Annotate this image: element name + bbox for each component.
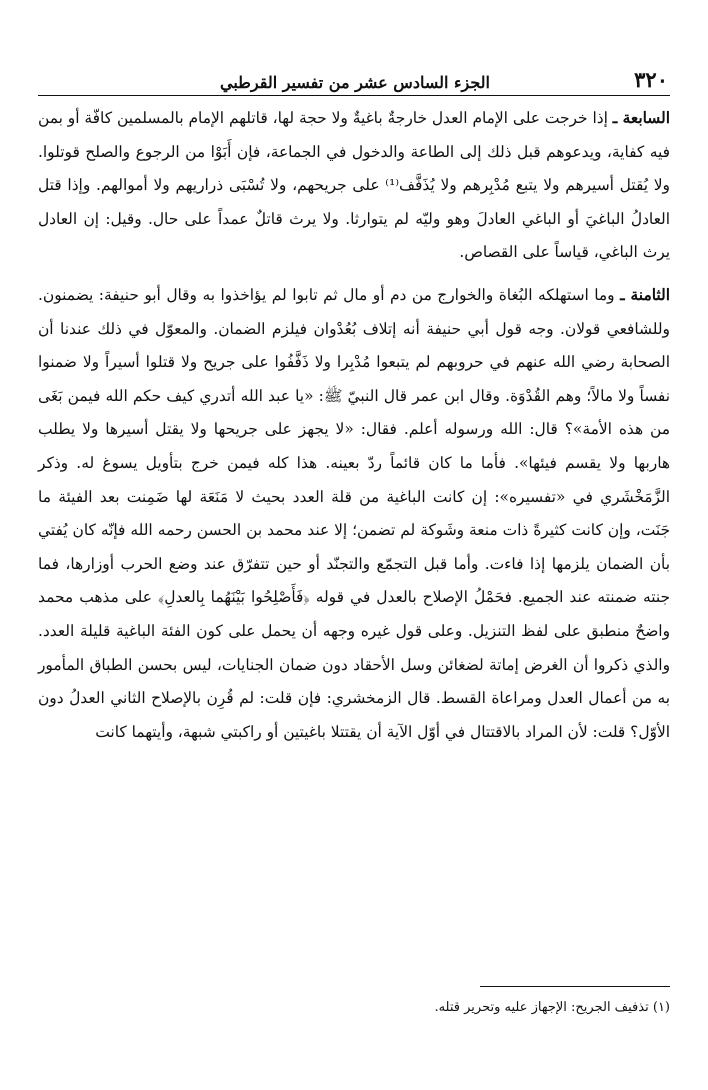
book-page — [38, 58, 670, 1070]
page-number: ٣٢٠ — [634, 67, 668, 92]
footnote-divider — [480, 986, 670, 987]
paragraph-text: وما استهلكه البُغاة والخوارج من دم أو مال ثم تابوا لم يؤاخذوا به وقال أبو حنيفة: يضمنون. وللشافعي قولان. وجه قول أبي حنيفة أنه إتلاف بُعُدْوان فيلزم الضمان. والمعوّل في ذلك عندنا أن الصحابة رضي الله عنهم في حروبهم لم يتبعوا مُدْبِرا ولا ذَفَّفُوا على جريح ولا قتلوا أسيراً ولا ضمنوا نفساً ولا مالاً؛ وهم القُدْوَة. وقال ابن عمر قال النبيّ ﷺ: «يا عبد الله أتدري كيف حكم الله فيمن بَغَى من هذه الأمة»؟ قال: الله ورسوله أعلم. فقال: «لا يجهز على جريحها ولا يقتل أسيرها ولا يطلب هاربها ولا يقسم فيئها». فأما ما كان قائماً ردّ بعينه. هذا كله فيمن خرج بتأويل يسوغ له. وذكر الزَّمَخْشَري في «تفسيره»: إن كانت الباغية من قلة العدد بحيث لا مَنَعَة لها ضَمِنت بعد الفيئة ما جَنَت، وإن كانت كثيرةً ذات منعة وشَوكة لم تضمن؛ إلا عند محمد بن الحسن رحمه الله فإنّه كان يُفتي بأن الضمان يلزمها إذا فاءت. وأما قبل التجمّع والتجنّد أو حين تتفرّق عند وضع الحرب أوزارها، فما جنته ضمنته عند الجميع. فحَمْلُ الإصلاح بالعدل في قوله ﴿فَأَصْلِحُوا بَيْنَهُما بِالعدلِ﴾ على مذهب محمد واضحٌ منطبق على لفظ التنزيل. وعلى قول غيره وجهه أن يحمل على كون الفئة الباغية قليلة العدد. والذي ذكروا أن الغرض إماتة لضغائن وسل الأحقاد دون ضمان الجنايات، ليس بحسن الطباق المأمور به من أعمال العدل ومراعاة القسط. قال الزمخشري: فإن قلت: لم قُرِن بالإصلاح الثاني العدلُ دون الأوّل؟ قلت: لأن المراد بالاقتتال في أوّل الآية أن يقتتلا باغيتين أو راكبتي شبهة، وأيتهما كانت — [38, 285, 670, 741]
footnote: (١) تذفيف الجريح: الإجهاز عليه وتحرير قتله. — [434, 1000, 670, 1015]
paragraph-lead: السابعة ـ — [612, 109, 670, 127]
body-text — [38, 102, 670, 749]
running-header — [38, 58, 670, 96]
paragraph-lead: الثامنة ـ — [620, 285, 670, 304]
running-title: الجزء السادس عشر من تفسير القرطبي — [220, 73, 490, 92]
paragraph-eighth — [38, 279, 670, 749]
paragraph-text: إذا خرجت على الإمام العدل خارجةٌ باغيةٌ ولا حجة لها، قاتلهم الإمام بالمسلمين كافّة أو بمن فيه كفاية، ويدعوهم قبل ذلك إلى الطاعة والدخول في الجماعة، فإن أَبَوْا من الرجوع والصلح قوتلوا. ولا يُقتل أسيرهم ولا يتبع مُدْبِرهم ولا يُذَفَّف⁽¹⁾ على جريحهم، ولا تُسْبَى ذراريهم ولا أموالهم. وإذا قتل العادلُ الباغيَ أو الباغي العادلَ وهو وليّه لم يتوارثا. ولا يرث قاتلٌ عمداً على حال. وقيل: إن العادل يرث الباغي، قياساً على القصاص. — [38, 109, 670, 262]
paragraph-seventh — [38, 102, 670, 270]
